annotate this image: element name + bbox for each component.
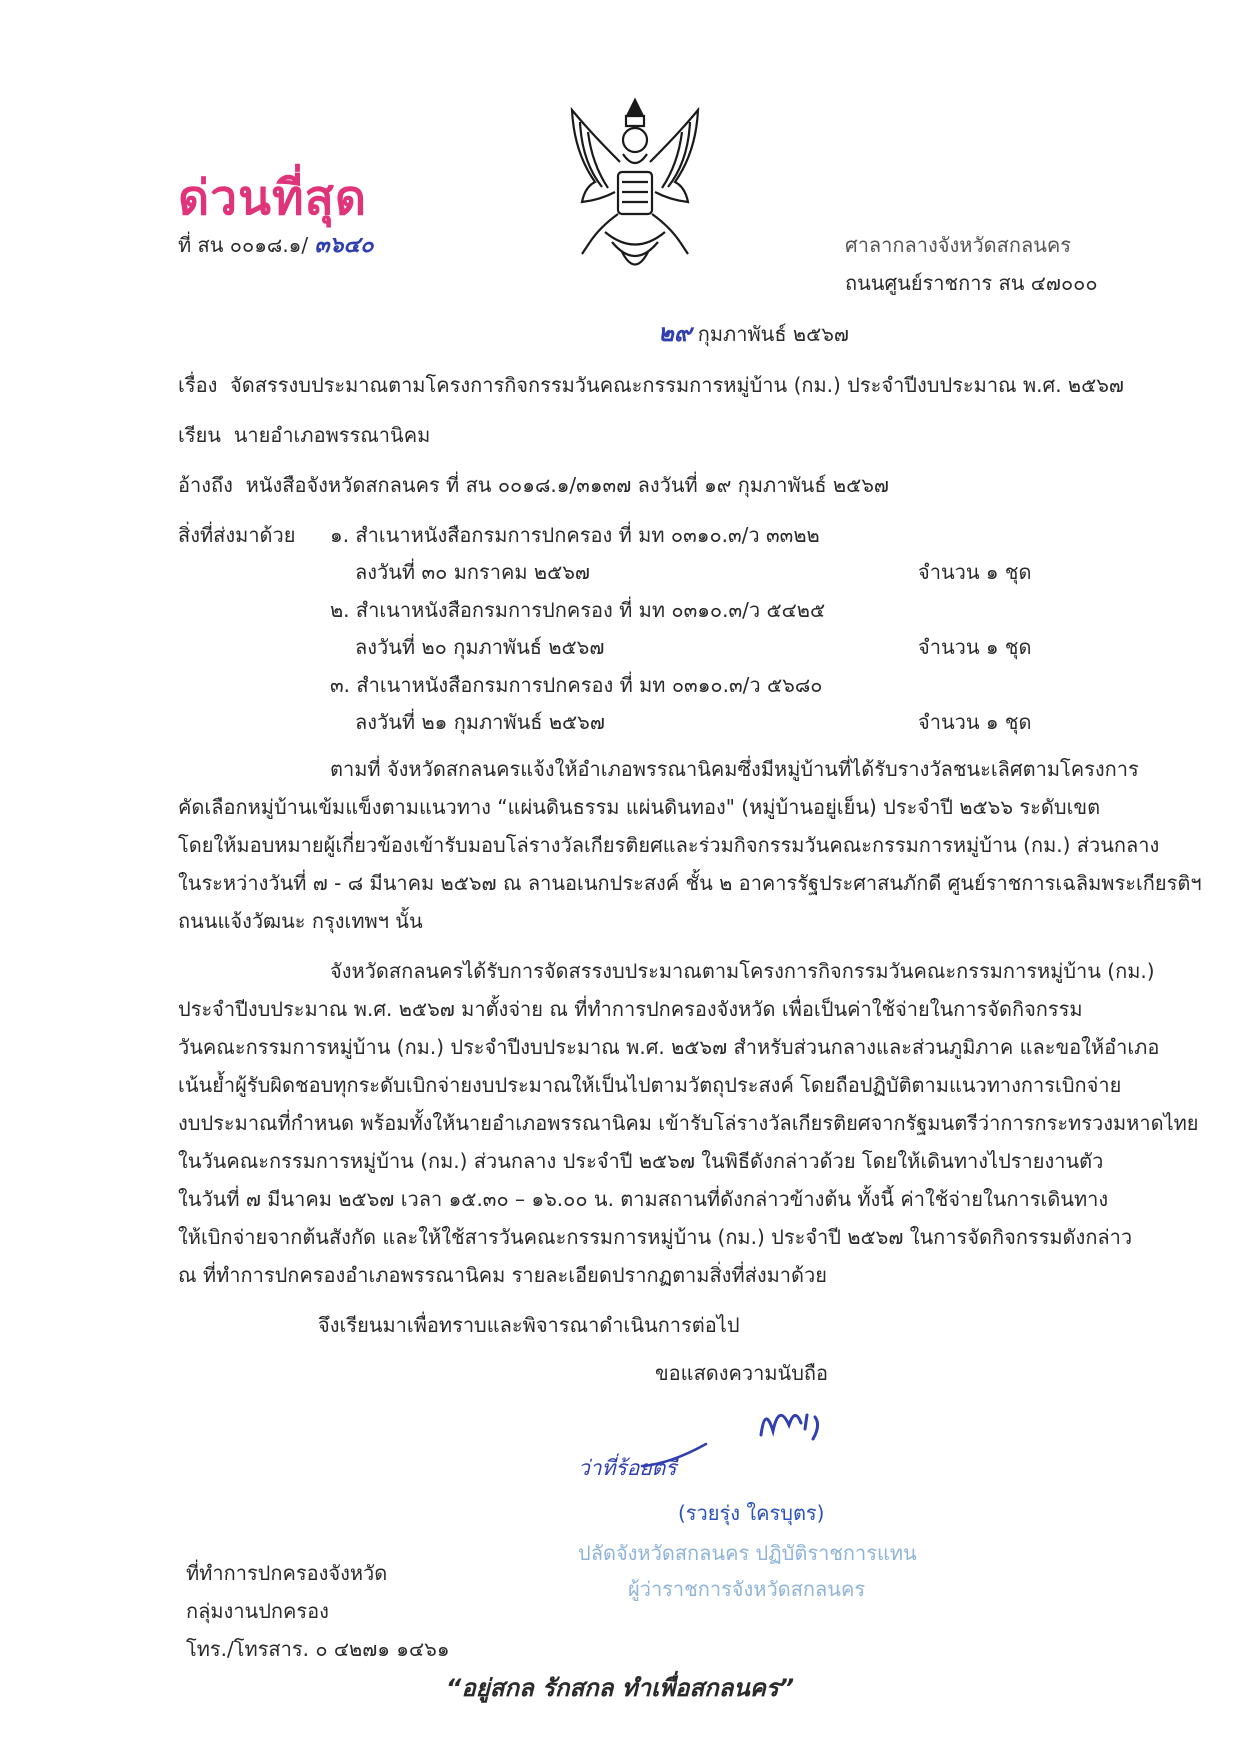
letter-date xyxy=(658,320,849,347)
regards-text: ขอแสดงความนับถือ xyxy=(655,1361,829,1385)
footer-office-line2: กลุ่มงานปกครอง xyxy=(186,1599,329,1623)
signer-position-line1: ปลัดจังหวัดสกลนคร ปฏิบัติราชการแทน xyxy=(578,1541,917,1565)
ref-number xyxy=(178,232,374,259)
enclosures-label: สิ่งที่ส่งมาด้วย xyxy=(178,523,296,547)
enclosure-item-3-line2: ลงวันที่ ๒๑ กุมภาพันธ์ ๒๕๖๗ xyxy=(355,710,605,734)
para1-line-3: โดยให้มอบหมายผู้เกี่ยวข้องเข้ารับมอบโล่รางวัลเกียรติยศและร่วมกิจกรรมวันคณะกรรมการหมู่บ้าน (กม.) ส่วนกลาง xyxy=(178,833,1160,857)
enclosure-item-1-line2: ลงวันที่ ๓๐ มกราคม ๒๕๖๗ xyxy=(355,560,590,584)
acting-rank-note: ว่าที่ร้อยตรี xyxy=(578,1456,677,1480)
reference-line xyxy=(178,472,889,498)
para1-line-4: ในระหว่างวันที่ ๗ - ๘ มีนาคม ๒๕๖๗ ณ ลานอเนกประสงค์ ชั้น ๒ อาคารรัฐประศาสนภักดี ศูนย์ราชการเฉลิมพระเกียรติฯ xyxy=(178,871,1202,895)
subject-text: จัดสรรงบประมาณตามโครงการกิจกรรมวันคณะกรรมการหมู่บ้าน (กม.) ประจำปีงบประมาณ พ.ศ. ๒๕๖๗ xyxy=(230,373,1124,397)
para2-line-1: จังหวัดสกลนครได้รับการจัดสรรงบประมาณตามโครงการกิจกรรมวันคณะกรรมการหมู่บ้าน (กม.) xyxy=(330,959,1155,983)
enclosure-item-3-line1: ๓. สำเนาหนังสือกรมการปกครอง ที่ มท ๐๓๑๐.๓/ว ๕๖๘๐ xyxy=(330,673,823,697)
date-day-handwritten: ๒๙ xyxy=(658,319,692,347)
date-month-year: กุมภาพันธ์ ๒๕๖๗ xyxy=(697,322,849,346)
reference-text: หนังสือจังหวัดสกลนคร ที่ สน ๐๐๑๘.๑/๓๑๓๗ ลงวันที่ ๑๙ กุมภาพันธ์ ๒๕๖๗ xyxy=(245,473,889,497)
footer-office-line1: ที่ทำการปกครองจังหวัด xyxy=(186,1561,388,1585)
para1-line-5: ถนนแจ้งวัฒนะ กรุงเทพฯ นั้น xyxy=(178,909,423,933)
garuda-emblem-icon xyxy=(560,92,710,282)
ref-number-handwritten: ๓๖๔๐ xyxy=(314,233,374,258)
office-address-line2: ถนนศูนย์ราชการ สน ๔๗๐๐๐ xyxy=(845,271,1098,295)
enclosure-item-2-qty: จำนวน ๑ ชุด xyxy=(918,635,1032,659)
para2-line-4: เน้นย้ำผู้รับผิดชอบทุกระดับเบิกจ่ายงบประมาณให้เป็นไปตามวัตถุประสงค์ โดยถือปฏิบัติตามแนวทางการเบิกจ่าย xyxy=(178,1073,1122,1097)
addressee-text: นายอำเภอพรรณานิคม xyxy=(233,423,431,447)
signer-name: (รวยรุ่ง ใครบุตร) xyxy=(678,1501,825,1525)
office-address-line1: ศาลากลางจังหวัดสกลนคร xyxy=(845,233,1072,257)
addressee-line xyxy=(178,422,430,448)
para2-line-6: ในวันคณะกรรมการหมู่บ้าน (กม.) ส่วนกลาง ประจำปี ๒๕๖๗ ในพิธีดังกล่าวด้วย โดยให้เดินทางไปรายงานตัว xyxy=(178,1149,1104,1173)
enclosure-item-2-line1: ๒. สำเนาหนังสือกรมการปกครอง ที่ มท ๐๓๑๐.๓/ว ๕๔๒๕ xyxy=(330,598,826,622)
para2-line-9: ณ ที่ทำการปกครองอำเภอพรรณานิคม รายละเอียดปรากฏตามสิ่งที่ส่งมาด้วย xyxy=(178,1263,827,1287)
enclosure-item-2-line2: ลงวันที่ ๒๐ กุมภาพันธ์ ๒๕๖๗ xyxy=(355,635,605,659)
addressee-label: เรียน xyxy=(178,423,221,447)
urgent-stamp: ด่วนที่สุด xyxy=(178,170,368,226)
para1-line-1: ตามที่ จังหวัดสกลนครแจ้งให้อำเภอพรรณานิคมซึ่งมีหมู่บ้านที่ได้รับรางวัลชนะเลิศตามโครงการ xyxy=(330,757,1139,781)
para2-line-3: วันคณะกรรมการหมู่บ้าน (กม.) ประจำปีงบประมาณ พ.ศ. ๒๕๖๗ สำหรับส่วนกลางและส่วนภูมิภาค และขอให้อำเภอ xyxy=(178,1035,1160,1059)
signature-handwritten-icon xyxy=(755,1395,835,1455)
para1-line-2: คัดเลือกหมู่บ้านเข้มแข็งตามแนวทาง “แผ่นดินธรรม แผ่นดินทอง" (หมู่บ้านอยู่เย็น) ประจำปี ๒๕๖๖ ระดับเขต xyxy=(178,795,1101,819)
para2-line-8: ให้เบิกจ่ายจากต้นสังกัด และให้ใช้สารวันคณะกรรมการหมู่บ้าน (กม.) ประจำปี ๒๕๖๗ ในการจัดกิจกรรมดังกล่าว xyxy=(178,1225,1133,1249)
closing-sentence: จึงเรียนมาเพื่อทราบและพิจารณาดำเนินการต่อไป xyxy=(318,1313,740,1337)
ref-label: ที่ สน ๐๐๑๘.๑/ xyxy=(178,233,309,257)
province-slogan: “อยู่สกล รักสกล ทำเพื่อสกลนคร” xyxy=(445,1674,795,1702)
enclosure-item-1-line1: ๑. สำเนาหนังสือกรมการปกครอง ที่ มท ๐๓๑๐.๓/ว ๓๓๒๒ xyxy=(330,523,820,547)
enclosure-item-1-qty: จำนวน ๑ ชุด xyxy=(918,560,1032,584)
subject-label: เรื่อง xyxy=(178,373,218,397)
signer-position-line2: ผู้ว่าราชการจังหวัดสกลนคร xyxy=(628,1577,866,1601)
enclosure-item-3-qty: จำนวน ๑ ชุด xyxy=(918,710,1032,734)
para2-line-7: ในวันที่ ๗ มีนาคม ๒๕๖๗ เวลา ๑๕.๓๐ – ๑๖.๐๐ น. ตามสถานที่ดังกล่าวข้างต้น ทั้งนี้ ค่าใช้จ่ายในการเดินทาง xyxy=(178,1187,1109,1211)
footer-phone: โทร./โทรสาร. ๐ ๔๒๗๑ ๑๔๖๑ xyxy=(186,1637,450,1661)
para2-line-5: งบประมาณที่กำหนด พร้อมทั้งให้นายอำเภอพรรณานิคม เข้ารับโล่รางวัลเกียรติยศจากรัฐมนตรีว่าการกระทรวงมหาดไทย xyxy=(178,1111,1199,1135)
reference-label: อ้างถึง xyxy=(178,473,233,497)
signature-flourish-icon xyxy=(640,1440,710,1470)
para2-line-2: ประจำปีงบประมาณ พ.ศ. ๒๕๖๗ มาตั้งจ่าย ณ ที่ทำการปกครองจังหวัด เพื่อเป็นค่าใช้จ่ายในการจัดกิจกรรม xyxy=(178,997,1083,1021)
subject-line xyxy=(178,372,1124,398)
